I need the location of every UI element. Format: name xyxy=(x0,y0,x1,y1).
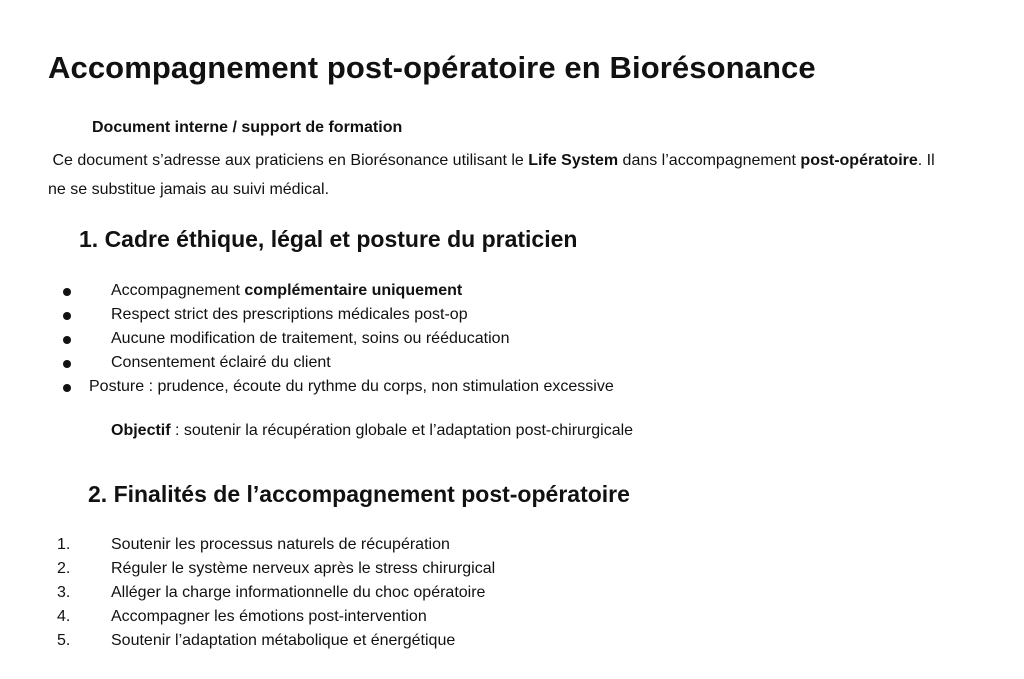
list-item xyxy=(0,303,1024,327)
intro-text-3: . Il ne se substitue jamais au suivi médical. xyxy=(48,152,935,198)
bullet-icon xyxy=(63,336,71,344)
section2-numbered-list xyxy=(0,533,1024,653)
document-subtitle: Document interne / support de formation xyxy=(92,119,403,136)
list-item xyxy=(0,351,1024,375)
list-item xyxy=(0,581,1024,605)
document-title: Accompagnement post-opératoire en Biorésonance xyxy=(48,50,816,85)
list-item xyxy=(0,629,1024,653)
list-item-text: Réguler le système nerveux après le stress chirurgical xyxy=(111,560,496,577)
objective-label: Objectif xyxy=(111,422,171,439)
intro-bold-post-operatoire: post-opératoire xyxy=(800,152,918,169)
intro-text-2: dans l’accompagnement xyxy=(618,152,801,169)
list-item xyxy=(0,327,1024,351)
list-item-text xyxy=(111,279,462,303)
list-item xyxy=(0,533,1024,557)
list-item-text: Alléger la charge informationnelle du choc opératoire xyxy=(111,584,486,601)
list-item-text-regular: Accompagnement xyxy=(111,282,245,299)
section2-heading: 2. Finalités de l’accompagnement post-opératoire xyxy=(88,481,630,507)
list-item-text: Posture : prudence, écoute du rythme du corps, non stimulation excessive xyxy=(89,378,614,395)
bullet-icon xyxy=(63,384,71,392)
list-item-number: 2. xyxy=(57,560,71,577)
list-item-number: 3. xyxy=(57,584,71,601)
bullet-icon xyxy=(63,288,71,296)
list-item-text: Soutenir l’adaptation métabolique et énergétique xyxy=(111,632,456,649)
list-item xyxy=(0,279,1024,303)
list-item xyxy=(0,557,1024,581)
list-item-number: 4. xyxy=(57,608,71,625)
intro-bold-life-system: Life System xyxy=(528,152,619,169)
list-item-text-bold: complémentaire uniquement xyxy=(244,282,463,299)
intro-text-1: Ce document s’adresse aux praticiens en Biorésonance utilisant le xyxy=(52,152,529,169)
list-item-number: 1. xyxy=(57,536,71,553)
objective-text: : soutenir la récupération globale et l’adaptation post-chirurgicale xyxy=(170,422,634,439)
list-item-text: Respect strict des prescriptions médicales post-op xyxy=(111,306,468,323)
list-item-text: Soutenir les processus naturels de récupération xyxy=(111,536,450,553)
objective-statement xyxy=(111,422,633,440)
intro-paragraph xyxy=(48,146,948,204)
list-item-text: Accompagner les émotions post-intervention xyxy=(111,608,427,625)
list-item-text: Consentement éclairé du client xyxy=(111,354,331,371)
list-item xyxy=(0,375,1024,399)
list-item xyxy=(0,605,1024,629)
list-item-number: 5. xyxy=(57,632,71,649)
section1-heading: 1. Cadre éthique, légal et posture du praticien xyxy=(79,226,578,252)
bullet-icon xyxy=(63,360,71,368)
bullet-icon xyxy=(63,312,71,320)
section1-bullet-list xyxy=(0,279,1024,399)
list-item-text: Aucune modification de traitement, soins ou rééducation xyxy=(111,330,510,347)
